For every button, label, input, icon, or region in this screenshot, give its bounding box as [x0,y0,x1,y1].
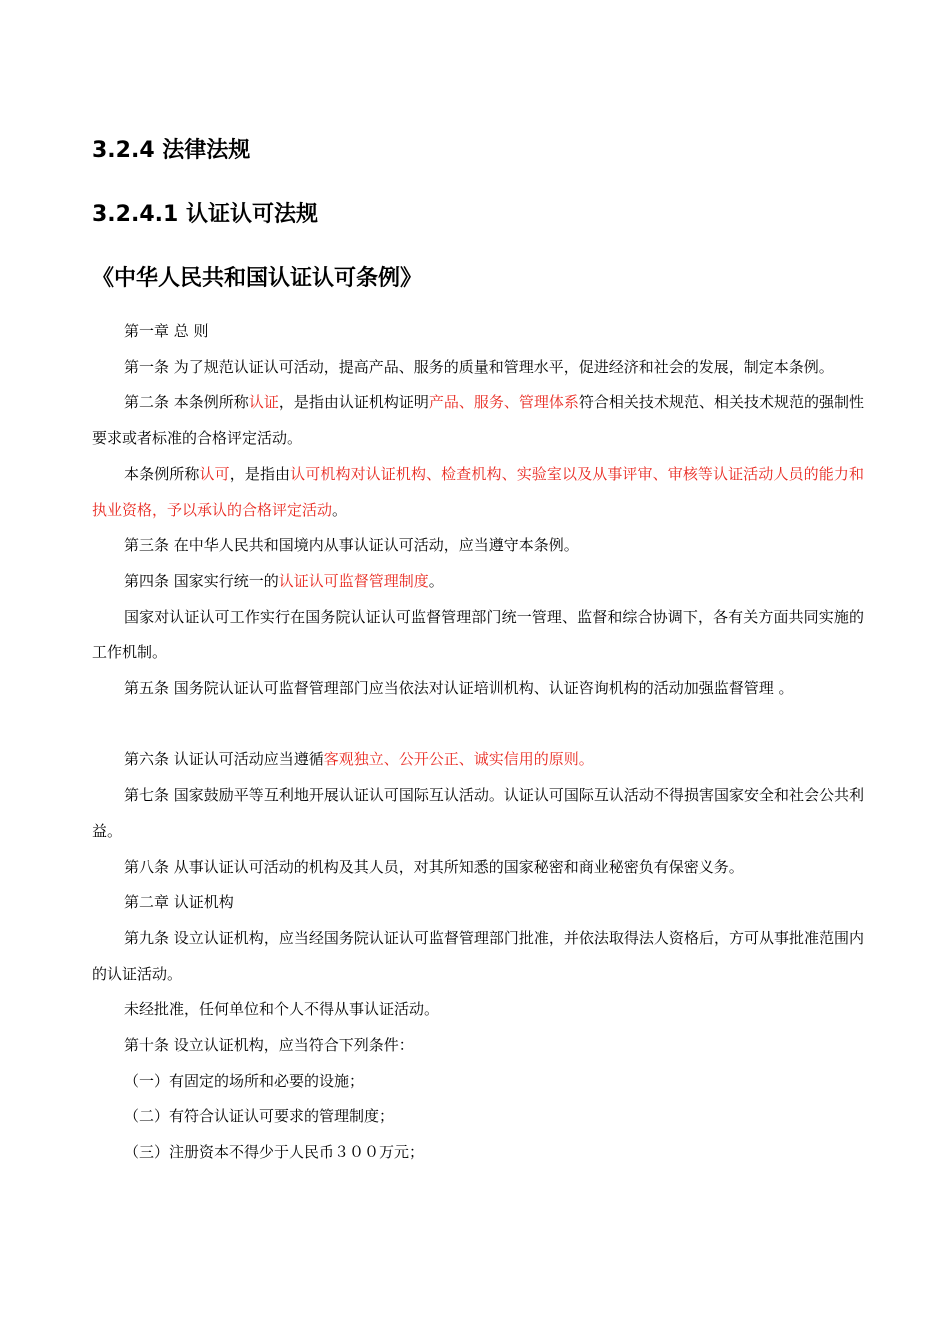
paragraph-art10_1 [92,1064,864,1100]
regulation-title: 《中华人民共和国认证认可条例》 [92,266,423,291]
paragraph-text: 本条例所称 [124,464,200,483]
highlighted-text: 客观独立、公开公正、诚实信用的原则。 [323,750,594,769]
paragraph-art5 [92,671,864,707]
section-heading: 3.2.4 法律法规 [92,138,251,163]
highlighted-text: 认证认可监督管理制度 [278,571,429,590]
paragraph-text: （一）有固定的场所和必要的设施； [124,1071,365,1090]
paragraph-chapter1 [92,314,864,350]
paragraph-art3 [92,528,864,564]
paragraph-art2b [92,457,864,528]
paragraph-text: 第八条 从事认证认可活动的机构及其人员，对其所知悉的国家秘密和商业秘密负有保密义务。 [124,857,744,876]
paragraph-text: （二）有符合认证认可要求的管理制度； [124,1107,395,1126]
paragraph-text: 第六条 认证认可活动应当遵循 [124,750,324,769]
highlighted-text: 认可机构对认证机构、检查机构、实验室以及从事评审、审核等认证活动人员的能力和执业资格，予以承认的合格评定活动 [92,464,864,519]
paragraph-art8 [92,850,864,886]
paragraph-text: 国家对认证认可工作实行在国务院认证认可监督管理部门统一管理、监督和综合协调下，各有关方面共同实施的工作机制。 [92,607,864,662]
highlighted-text: 认证 [248,393,279,412]
paragraph-art6 [92,742,864,778]
paragraph-art4b [92,600,864,671]
paragraph-text: （三）注册资本不得少于人民币３００万元； [124,1143,425,1162]
paragraph-text: 第九条 设立认证机构，应当经国务院认证认可监督管理部门批准，并依法取得法人资格后，方可从事批准范围内的认证活动。 [92,928,864,983]
paragraph-text: 符合相关技术规范、相关技术规范的强制性要求或者标准的合格评定活动。 [92,393,864,448]
paragraph-text: ，是指由 [229,464,291,483]
paragraph-art10_2 [92,1099,864,1135]
paragraph-art1 [92,350,864,386]
paragraph-text: 第五条 国务院认证认可监督管理部门应当依法对认证培训机构、认证咨询机构的活动加强监督管理 。 [124,679,794,698]
paragraph-art9 [92,921,864,992]
highlighted-text: 认可 [199,464,230,483]
paragraph-text: ，是指由认证机构证明 [278,393,429,412]
paragraph-text: 未经批准，任何单位和个人不得从事认证活动。 [124,1000,440,1019]
paragraph-text: 。 [428,571,444,590]
paragraph-art2 [92,385,864,456]
paragraph-text: 第十条 设立认证机构，应当符合下列条件： [124,1036,414,1055]
paragraph-text: 第七条 国家鼓励平等互利地开展认证认可国际互认活动。认证认可国际互认活动不得损害国家安全和社会公共利益。 [92,786,864,840]
regulation-body [92,314,864,1171]
paragraph-art9b [92,992,864,1028]
paragraph-text: 第二条 本条例所称 [124,393,249,412]
paragraph-art10_3 [92,1135,864,1171]
paragraph-text: 第三条 在中华人民共和国境内从事认证认可活动，应当遵守本条例。 [124,536,579,555]
paragraph-text: 第二章 认证机构 [124,893,234,912]
paragraph-art4 [92,564,864,600]
paragraph-text: 第四条 国家实行统一的 [124,571,279,590]
paragraph-text: 第一条 为了规范认证认可活动，提高产品、服务的质量和管理水平，促进经济和社会的发展，制定本条例。 [124,357,834,376]
paragraph-art7 [92,778,864,849]
subsection-heading: 3.2.4.1 认证认可法规 [92,202,318,227]
paragraph-text: 。 [332,500,348,519]
paragraph-art10 [92,1028,864,1064]
highlighted-text: 产品、服务、管理体系 [428,393,579,412]
paragraph-chapter2 [92,885,864,921]
paragraph-text: 第一章 总 则 [124,322,209,340]
